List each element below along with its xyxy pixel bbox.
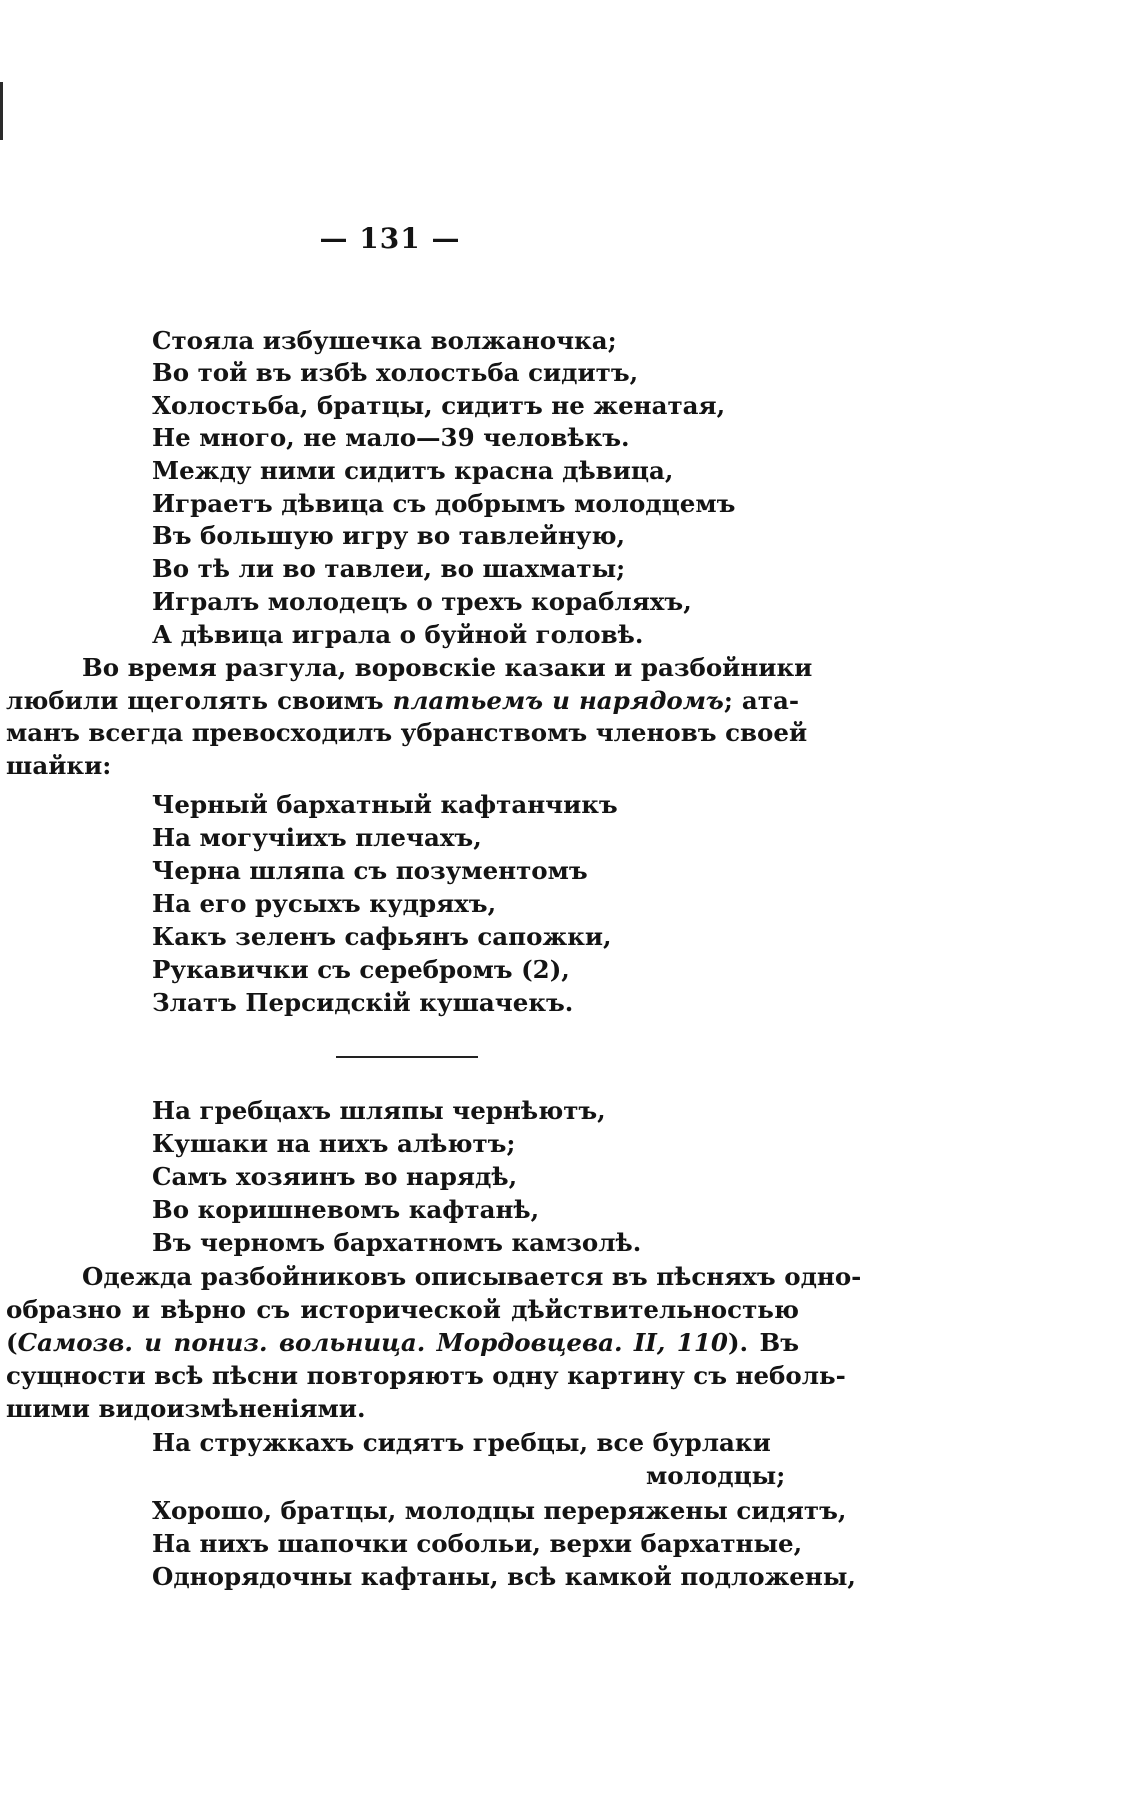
prose-line: Одежда разбойниковъ описывается въ пѣсняхъ одно-: [82, 1262, 862, 1291]
prose-emphasis: платьемъ и нарядомъ: [392, 686, 724, 715]
prose-line: Во время разгула, воровскіе казаки и разбойники: [82, 653, 813, 682]
verse-line: Играетъ дѣвица съ добрымъ молодцемъ: [152, 489, 736, 518]
page-number: — 131 —: [319, 222, 461, 255]
prose-text: ). Въ: [727, 1328, 799, 1357]
prose-line: шайки:: [6, 751, 112, 780]
verse-line: Не много, не мало—39 человѣкъ.: [152, 423, 630, 452]
prose-line: манъ всегда превосходилъ убранствомъ членовъ своей: [6, 718, 808, 747]
verse-line-continuation: молодцы;: [646, 1461, 786, 1490]
verse-line: Въ черномъ бархатномъ камзолѣ.: [152, 1228, 642, 1257]
verse-line: На его русыхъ кудряхъ,: [152, 889, 497, 918]
verse-line: Игралъ молодецъ о трехъ корабляхъ,: [152, 587, 692, 616]
verse-line: Во коришневомъ кафтанѣ,: [152, 1195, 540, 1224]
verse-line: Во тѣ ли во тавлеи, во шахматы;: [152, 554, 626, 583]
verse-line: На гребцахъ шляпы чернѣютъ,: [152, 1096, 606, 1125]
prose-line: образно и вѣрно съ исторической дѣйствительностью: [6, 1295, 799, 1324]
verse-line: Холостьба, братцы, сидитъ не женатая,: [152, 391, 726, 420]
verse-line: Черный бархатный кафтанчикъ: [152, 790, 618, 819]
prose-text: любили щеголять своимъ: [6, 686, 393, 715]
verse-line: Однорядочны кафтаны, всѣ камкой подложены,: [152, 1562, 856, 1591]
verse-line: А дѣвица играла о буйной головѣ.: [152, 620, 644, 649]
verse-line: Стояла избушечка волжаночка;: [152, 326, 617, 355]
prose-line: [6, 686, 799, 716]
verse-line: Въ большую игру во тавлейную,: [152, 521, 626, 550]
verse-line: На могучіихъ плечахъ,: [152, 823, 482, 852]
verse-line: Самъ хозяинъ во нарядѣ,: [152, 1162, 518, 1191]
verse-line: Златъ Персидскій кушачекъ.: [152, 988, 574, 1017]
prose-text: (: [6, 1328, 18, 1357]
section-divider: [336, 1056, 478, 1058]
verse-line: Какъ зеленъ сафьянъ сапожки,: [152, 922, 612, 951]
verse-line: Хорошо, братцы, молодцы переряжены сидятъ,: [152, 1496, 847, 1525]
verse-line: Между ними сидитъ красна дѣвица,: [152, 456, 674, 485]
verse-line: Черна шляпа съ позументомъ: [152, 856, 588, 885]
verse-line: Кушаки на нихъ алѣютъ;: [152, 1129, 516, 1158]
verse-line: Во той въ избѣ холостьба сидитъ,: [152, 358, 639, 387]
scan-edge-mark: [0, 82, 3, 140]
verse-line: На стружкахъ сидятъ гребцы, все бурлаки: [152, 1428, 771, 1457]
verse-line: На нихъ шапочки собольи, верхи бархатные,: [152, 1529, 803, 1558]
prose-line: [6, 1328, 799, 1358]
verse-line: Рукавички съ серебромъ (2),: [152, 955, 570, 984]
citation-emphasis: Самозв. и пониз. вольница. Мордовцева. II, 110: [17, 1328, 728, 1357]
prose-text: ; ата-: [723, 686, 799, 715]
prose-line: шими видоизмѣненіями.: [6, 1394, 366, 1423]
prose-line: сущности всѣ пѣсни повторяютъ одну картину съ неболь-: [6, 1361, 846, 1390]
